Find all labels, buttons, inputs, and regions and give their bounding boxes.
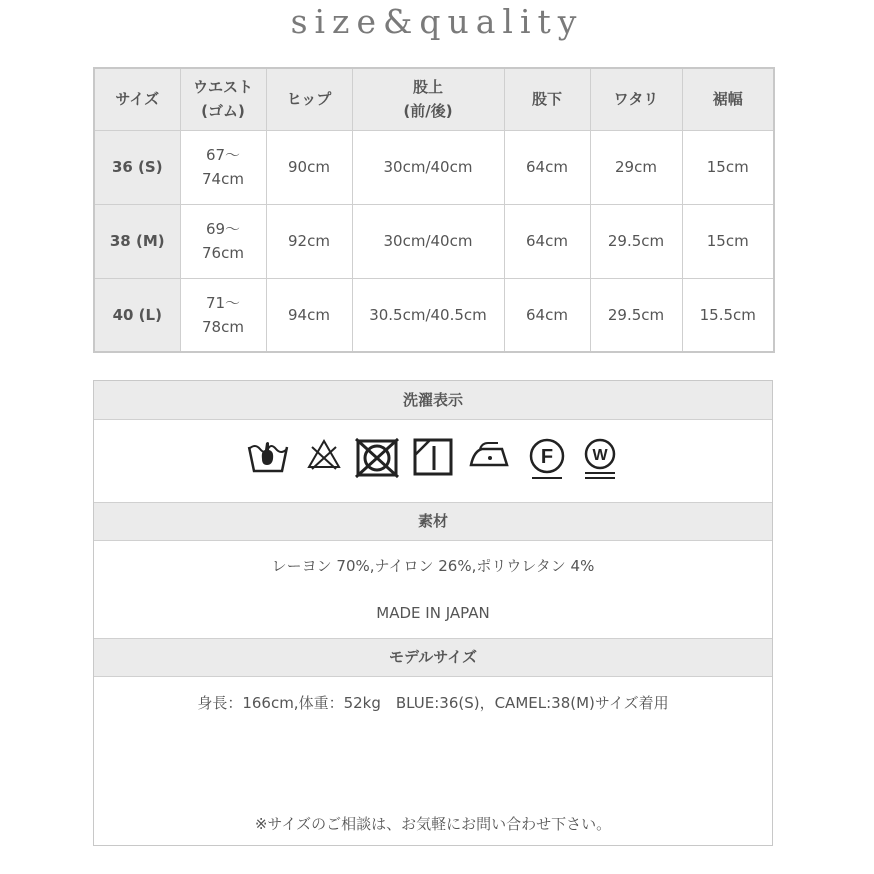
table-cell: 15cm	[682, 130, 774, 204]
table-cell: 90cm	[266, 130, 352, 204]
header-size: サイズ	[94, 68, 180, 130]
svg-text:F: F	[540, 446, 554, 468]
table-cell: 69〜 76cm	[180, 204, 266, 278]
table-cell: 92cm	[266, 204, 352, 278]
table-cell: 29.5cm	[590, 204, 682, 278]
table-cell: 29.5cm	[590, 278, 682, 352]
care-icons-row	[94, 437, 772, 481]
header-hip: ヒップ	[266, 68, 352, 130]
table-cell: 15.5cm	[682, 278, 774, 352]
material-header: 素材	[94, 502, 772, 541]
header-waist: ウエスト (ゴム)	[180, 68, 266, 130]
no-tumble-dry-icon	[354, 437, 400, 479]
table-cell: 15cm	[682, 204, 774, 278]
drip-dry-shade-icon	[412, 437, 454, 477]
size-table	[93, 67, 775, 353]
made-in-label: MADE IN JAPAN	[376, 604, 490, 622]
header-thigh: ワタリ	[590, 68, 682, 130]
table-cell: 30.5cm/40.5cm	[352, 278, 504, 352]
no-bleach-icon	[306, 437, 342, 473]
table-row	[94, 204, 774, 278]
table-row	[94, 130, 774, 204]
size-table-header-row	[94, 68, 774, 130]
wet-clean-w-icon	[580, 437, 620, 481]
table-cell: 30cm/40cm	[352, 204, 504, 278]
table-cell: 64cm	[504, 130, 590, 204]
table-cell: 94cm	[266, 278, 352, 352]
page-title: size&quality	[290, 2, 584, 41]
size-label: 36 (S)	[94, 130, 180, 204]
care-label-header: 洗濯表示	[94, 381, 772, 420]
svg-text:W: W	[592, 447, 608, 464]
header-inseam: 股下	[504, 68, 590, 130]
dry-clean-f-icon	[526, 437, 568, 481]
table-cell: 71〜 78cm	[180, 278, 266, 352]
table-cell: 67〜 74cm	[180, 130, 266, 204]
header-hem-width: 裾幅	[682, 68, 774, 130]
table-row	[94, 278, 774, 352]
header-rise: 股上 (前/後)	[352, 68, 504, 130]
material-composition: レーヨン 70%,ナイロン 26%,ポリウレタン 4%	[271, 557, 595, 575]
model-size-info: 身長：166cm,体重：52kg BLUE:36(S)，CAMEL:38(M)サイズ着用	[197, 694, 669, 712]
table-cell: 29cm	[590, 130, 682, 204]
model-size-header: モデルサイズ	[94, 638, 772, 677]
size-consultation-note: ※サイズのご相談は、お気軽にお問い合わせ下さい。	[254, 815, 612, 833]
table-cell: 64cm	[504, 278, 590, 352]
quality-panel	[93, 380, 773, 846]
size-label: 38 (M)	[94, 204, 180, 278]
table-cell: 64cm	[504, 204, 590, 278]
table-cell: 30cm/40cm	[352, 130, 504, 204]
size-label: 40 (L)	[94, 278, 180, 352]
low-iron-icon	[468, 437, 510, 473]
hand-wash-icon	[246, 437, 290, 477]
